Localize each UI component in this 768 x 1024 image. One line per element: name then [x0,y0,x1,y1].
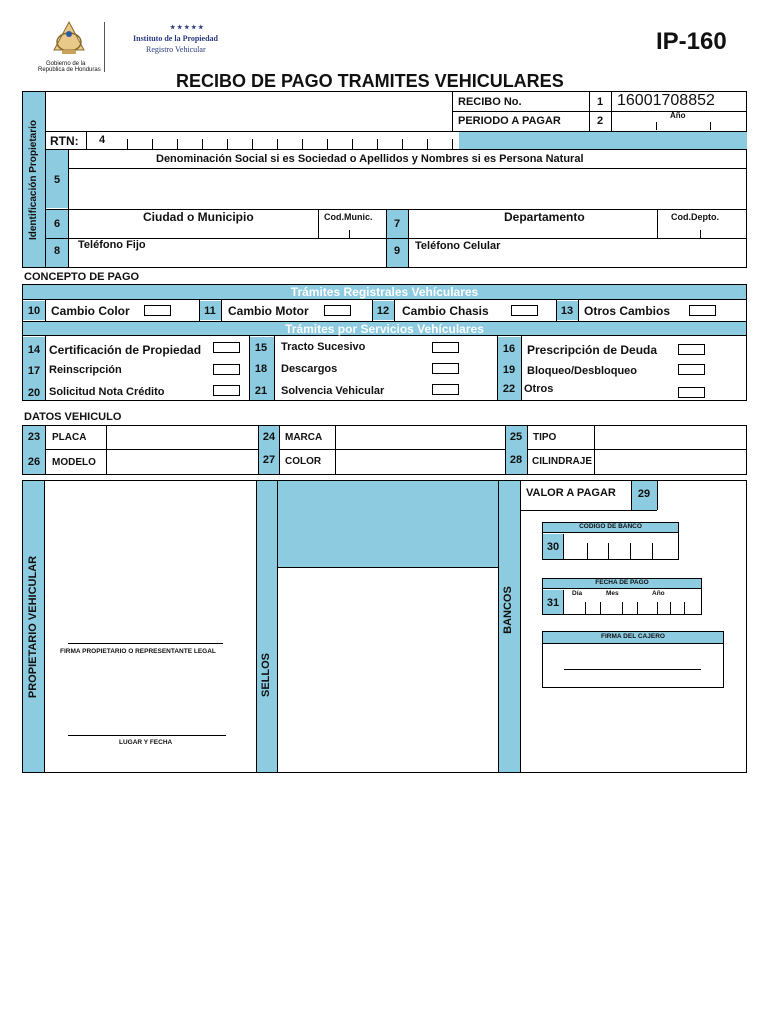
dia-label: Día [572,590,583,597]
fecha-tick-0 [585,602,586,614]
dept-label: Departamento [504,210,585,224]
srv-num-6: 20 [27,387,41,399]
gov-line1: Gobierno de la [46,61,86,67]
srv-num-3: 17 [27,365,41,377]
veh-label-5: CILINDRAJE [532,456,593,467]
srv-label-3: Reinscripción [49,364,122,376]
bancos-label: BANCOS [502,586,514,634]
rtn-tick-13 [452,139,453,149]
vehiculo-heading: DATOS VEHICULO [24,411,122,423]
veh-num-3: 26 [27,456,41,468]
registrales-banner: Trámites Registrales Vehículares [290,285,479,299]
srv-num-8: 22 [502,383,516,395]
codigo-num: 30 [546,541,560,553]
name-label: Denominación Social si es Sociedad o Apellidos y Nombres si es Persona Natural [156,153,584,165]
lugar-fecha-input[interactable] [60,700,245,735]
institute-name: Instituto de la Propiedad [133,34,218,43]
reg-num-3: 13 [560,305,574,317]
period-num: 2 [596,115,604,127]
rtn-tick-7 [302,139,303,149]
tipo-input[interactable] [595,426,746,448]
srv-num-1: 15 [254,342,268,354]
form-title: RECIBO DE PAGO TRAMITES VEHICULARES [176,71,564,91]
reg-label-0: Cambio Color [51,304,130,318]
srv-checkbox-2[interactable] [678,344,705,355]
rtn-tick-6 [277,139,278,149]
reg-label-3: Otros Cambios [584,304,671,318]
servicios-banner: Trámites por Servicios Vehículares [285,322,484,336]
rtn-tick-10 [377,139,378,149]
srv-checkbox-4[interactable] [432,363,459,374]
reg-num-1: 11 [204,305,216,317]
fecha-tick-6 [684,602,685,614]
codigo-banco-label: CODIGO DE BANCO [579,523,642,530]
veh-num-0: 23 [27,431,41,443]
city-num: 6 [53,218,61,230]
srv-label-2: Prescripción de Deuda [527,343,658,357]
codigo-tick-0 [587,543,588,559]
srv-label-8: Otros [524,383,554,395]
fecha-tick-4 [657,602,658,614]
srv-checkbox-6[interactable] [213,385,240,396]
reg-label-2: Cambio Chasis [402,304,489,318]
veh-num-1: 24 [262,431,276,443]
valor-label: VALOR A PAGAR [526,487,616,499]
srv-label-5: Bloqueo/Desbloqueo [527,365,637,377]
owner-side-label: Identificación Propietario [28,119,39,241]
anio-label: Año [652,590,665,597]
reg-checkbox-1[interactable] [324,305,351,316]
reg-checkbox-2[interactable] [511,305,538,316]
fecha-pago-label: FECHA DE PAGO [595,579,649,586]
cod-munic-label: Cod.Munic. [324,212,373,222]
srv-num-0: 14 [27,344,41,356]
fecha-num: 31 [546,597,560,609]
year-label: Año [670,111,686,120]
rtn-tick-11 [402,139,403,149]
codigo-tick-1 [608,543,609,559]
sellos-label: SELLOS [260,653,272,698]
veh-label-3: MODELO [52,457,96,468]
phone-num: 8 [53,245,61,257]
registry-name: Registro Vehicular [146,45,206,54]
rtn-tick-1 [152,139,153,149]
reg-num-0: 10 [27,305,41,317]
concepto-heading: CONCEPTO DE PAGO [24,271,140,283]
color-input[interactable] [336,450,504,474]
modelo-input[interactable] [107,450,257,474]
srv-num-4: 18 [254,363,268,375]
period-label: PERIODO A PAGAR [458,115,561,127]
header-stars: ★ ★ ★ ★ ★ [170,25,204,31]
reg-label-1: Cambio Motor [228,304,309,318]
rtn-tick-8 [327,139,328,149]
cell-num: 9 [393,245,401,257]
rtn-num: 4 [98,134,106,146]
receipt-value[interactable]: 16001708852 [617,92,715,109]
srv-checkbox-3[interactable] [213,364,240,375]
srv-num-7: 21 [254,385,268,397]
srv-label-4: Descargos [281,363,338,375]
fecha-tick-3 [637,602,638,614]
srv-label-0: Certificación de Propiedad [49,343,202,357]
srv-checkbox-7[interactable] [432,384,459,395]
lugar-fecha-label: LUGAR Y FECHA [119,739,173,746]
reg-num-2: 12 [376,305,390,317]
rtn-tick-4 [227,139,228,149]
srv-label-6: Solicitud Nota Crédito [49,386,165,398]
name-input[interactable] [69,169,746,208]
cilindraje-input[interactable] [595,450,746,474]
reg-checkbox-0[interactable] [144,305,171,316]
veh-num-4: 27 [262,454,276,466]
rtn-tick-2 [177,139,178,149]
sellos-area[interactable] [279,569,497,772]
veh-label-4: COLOR [285,456,322,467]
srv-num-5: 19 [502,364,516,376]
srv-checkbox-8[interactable] [678,387,705,398]
valor-input[interactable] [658,482,746,509]
form-code: IP-160 [656,28,727,55]
rtn-tick-0 [127,139,128,149]
fecha-tick-1 [600,602,601,614]
rtn-tick-12 [427,139,428,149]
sellos-top-fill [278,481,498,568]
rtn-tick-3 [202,139,203,149]
dept-num: 7 [393,218,401,230]
fecha-tick-2 [622,602,623,614]
veh-num-2: 25 [509,431,523,443]
gov-line2: República de Honduras [38,67,101,73]
receipt-num: 1 [596,96,604,108]
srv-checkbox-5[interactable] [678,364,705,375]
city-label: Ciudad o Municipio [143,210,254,224]
header-divider [104,22,105,72]
firma-cajero-input[interactable] [544,646,722,668]
veh-label-2: TIPO [533,432,557,443]
srv-checkbox-1[interactable] [432,342,459,353]
firma-propietario-input[interactable] [60,600,245,643]
srv-checkbox-0[interactable] [213,342,240,353]
srv-label-1: Tracto Sucesivo [281,341,366,353]
name-num: 5 [53,174,61,186]
srv-label-7: Solvencia Vehicular [281,385,385,397]
srv-num-2: 16 [502,343,516,355]
veh-num-5: 28 [509,454,523,466]
firma-cajero-label: FIRMA DEL CAJERO [601,633,665,640]
cell-label: Teléfono Celular [415,240,501,252]
reg-checkbox-3[interactable] [689,305,716,316]
placa-input[interactable] [107,426,257,448]
cod-depto-label: Cod.Depto. [671,212,719,222]
mes-label: Mes [606,590,619,597]
codigo-tick-2 [630,543,631,559]
fecha-tick-5 [670,602,671,614]
veh-label-1: MARCA [285,432,323,443]
valor-num: 29 [637,488,651,500]
marca-input[interactable] [336,426,504,448]
rtn-tick-5 [252,139,253,149]
rtn-blue-fill [459,132,747,149]
phone-label: Teléfono Fijo [78,239,146,251]
government-logo [48,20,90,60]
rtn-tick-9 [352,139,353,149]
veh-label-0: PLACA [52,432,87,443]
receipt-label: RECIBO No. [458,96,522,108]
firma-propietario-label: FIRMA PROPIETARIO O REPRESENTANTE LEGAL [60,648,216,655]
propietario-label: PROPIETARIO VEHICULAR [27,555,39,699]
rtn-label: RTN: [50,134,79,148]
codigo-tick-3 [652,543,653,559]
